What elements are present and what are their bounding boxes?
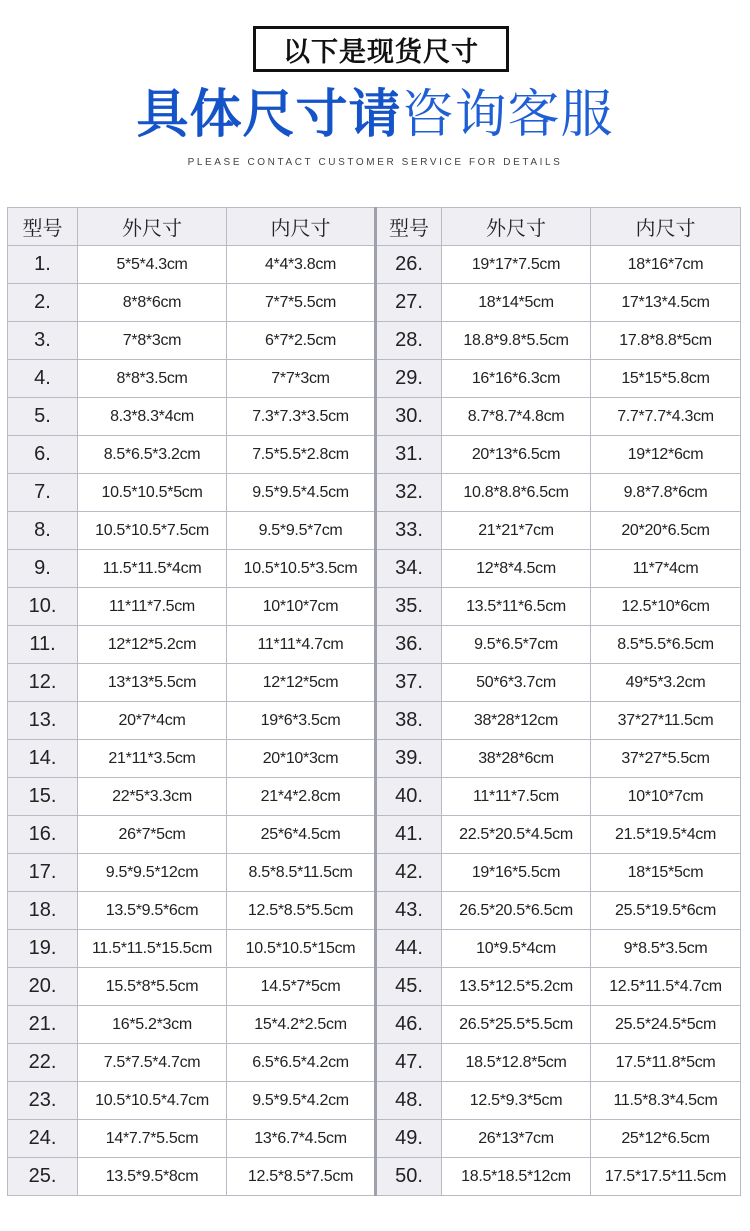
- model-number-cell: 11.: [8, 626, 78, 664]
- table-row: [8, 436, 741, 474]
- outer-size-cell: 26*7*5cm: [78, 816, 227, 854]
- inner-size-cell: 7.5*5.5*2.8cm: [227, 436, 376, 474]
- table-row: [8, 1158, 741, 1196]
- table-row: [8, 512, 741, 550]
- model-number-cell: 24.: [8, 1120, 78, 1158]
- model-number-cell: 32.: [376, 474, 442, 512]
- outer-size-cell: 11.5*11.5*15.5cm: [78, 930, 227, 968]
- inner-size-cell: 12.5*11.5*4.7cm: [591, 968, 741, 1006]
- size-table-body: [8, 246, 741, 1196]
- model-number-cell: 20.: [8, 968, 78, 1006]
- table-row: [8, 664, 741, 702]
- inner-size-cell: 12*12*5cm: [227, 664, 376, 702]
- model-number-cell: 31.: [376, 436, 442, 474]
- inner-size-cell: 7*7*3cm: [227, 360, 376, 398]
- model-number-cell: 1.: [8, 246, 78, 284]
- headline-bold: 具体尺寸请: [136, 85, 402, 145]
- inner-size-cell: 20*10*3cm: [227, 740, 376, 778]
- table-row: [8, 360, 741, 398]
- inner-size-cell: 25*6*4.5cm: [227, 816, 376, 854]
- table-row: [8, 930, 741, 968]
- model-number-cell: 45.: [376, 968, 442, 1006]
- outer-size-cell: 20*13*6.5cm: [442, 436, 591, 474]
- model-number-cell: 26.: [376, 246, 442, 284]
- outer-size-cell: 8.5*6.5*3.2cm: [78, 436, 227, 474]
- inner-size-cell: 21.5*19.5*4cm: [591, 816, 741, 854]
- outer-size-cell: 12*8*4.5cm: [442, 550, 591, 588]
- inner-size-cell: 12.5*8.5*7.5cm: [227, 1158, 376, 1196]
- inner-size-cell: 7.7*7.7*4.3cm: [591, 398, 741, 436]
- table-row: [8, 968, 741, 1006]
- model-number-cell: 22.: [8, 1044, 78, 1082]
- model-number-cell: 29.: [376, 360, 442, 398]
- outer-size-cell: 8.3*8.3*4cm: [78, 398, 227, 436]
- outer-size-cell: 11*11*7.5cm: [78, 588, 227, 626]
- inner-size-cell: 9.5*9.5*4.2cm: [227, 1082, 376, 1120]
- inner-size-cell: 4*4*3.8cm: [227, 246, 376, 284]
- outer-size-cell: 10.8*8.8*6.5cm: [442, 474, 591, 512]
- inner-size-cell: 18*15*5cm: [591, 854, 741, 892]
- size-table: [7, 207, 741, 1196]
- column-header-model: 型号: [376, 208, 442, 246]
- table-row: [8, 246, 741, 284]
- outer-size-cell: 14*7.7*5.5cm: [78, 1120, 227, 1158]
- model-number-cell: 27.: [376, 284, 442, 322]
- model-number-cell: 30.: [376, 398, 442, 436]
- outer-size-cell: 10.5*10.5*5cm: [78, 474, 227, 512]
- inner-size-cell: 11.5*8.3*4.5cm: [591, 1082, 741, 1120]
- model-number-cell: 23.: [8, 1082, 78, 1120]
- outer-size-cell: 12.5*9.3*5cm: [442, 1082, 591, 1120]
- inner-size-cell: 17.5*11.8*5cm: [591, 1044, 741, 1082]
- model-number-cell: 38.: [376, 702, 442, 740]
- outer-size-cell: 50*6*3.7cm: [442, 664, 591, 702]
- inner-size-cell: 10.5*10.5*15cm: [227, 930, 376, 968]
- table-row: [8, 740, 741, 778]
- model-number-cell: 44.: [376, 930, 442, 968]
- table-header-row: [8, 208, 741, 246]
- table-row: [8, 1044, 741, 1082]
- outer-size-cell: 10.5*10.5*7.5cm: [78, 512, 227, 550]
- outer-size-cell: 5*5*4.3cm: [78, 246, 227, 284]
- model-number-cell: 5.: [8, 398, 78, 436]
- outer-size-cell: 38*28*6cm: [442, 740, 591, 778]
- model-number-cell: 35.: [376, 588, 442, 626]
- model-number-cell: 8.: [8, 512, 78, 550]
- outer-size-cell: 8*8*3.5cm: [78, 360, 227, 398]
- inner-size-cell: 9.8*7.8*6cm: [591, 474, 741, 512]
- table-row: [8, 588, 741, 626]
- outer-size-cell: 10*9.5*4cm: [442, 930, 591, 968]
- outer-size-cell: 16*5.2*3cm: [78, 1006, 227, 1044]
- outer-size-cell: 12*12*5.2cm: [78, 626, 227, 664]
- model-number-cell: 9.: [8, 550, 78, 588]
- model-number-cell: 2.: [8, 284, 78, 322]
- outer-size-cell: 22*5*3.3cm: [78, 778, 227, 816]
- inner-size-cell: 6.5*6.5*4.2cm: [227, 1044, 376, 1082]
- inner-size-cell: 9.5*9.5*4.5cm: [227, 474, 376, 512]
- inner-size-cell: 10.5*10.5*3.5cm: [227, 550, 376, 588]
- inner-size-cell: 37*27*11.5cm: [591, 702, 741, 740]
- table-row: [8, 854, 741, 892]
- model-number-cell: 25.: [8, 1158, 78, 1196]
- model-number-cell: 41.: [376, 816, 442, 854]
- model-number-cell: 49.: [376, 1120, 442, 1158]
- inner-size-cell: 37*27*5.5cm: [591, 740, 741, 778]
- table-row: [8, 626, 741, 664]
- outer-size-cell: 38*28*12cm: [442, 702, 591, 740]
- table-row: [8, 1120, 741, 1158]
- outer-size-cell: 7.5*7.5*4.7cm: [78, 1044, 227, 1082]
- outer-size-cell: 18.8*9.8*5.5cm: [442, 322, 591, 360]
- table-row: [8, 778, 741, 816]
- model-number-cell: 50.: [376, 1158, 442, 1196]
- inner-size-cell: 17.8*8.8*5cm: [591, 322, 741, 360]
- inner-size-cell: 14.5*7*5cm: [227, 968, 376, 1006]
- column-header-inner-size: 内尺寸: [227, 208, 376, 246]
- model-number-cell: 28.: [376, 322, 442, 360]
- inner-size-cell: 10*10*7cm: [591, 778, 741, 816]
- outer-size-cell: 16*16*6.3cm: [442, 360, 591, 398]
- outer-size-cell: 13.5*12.5*5.2cm: [442, 968, 591, 1006]
- inner-size-cell: 15*4.2*2.5cm: [227, 1006, 376, 1044]
- inner-size-cell: 8.5*5.5*6.5cm: [591, 626, 741, 664]
- inner-size-cell: 19*6*3.5cm: [227, 702, 376, 740]
- outer-size-cell: 7*8*3cm: [78, 322, 227, 360]
- inner-size-cell: 25.5*24.5*5cm: [591, 1006, 741, 1044]
- inner-size-cell: 7.3*7.3*3.5cm: [227, 398, 376, 436]
- table-row: [8, 284, 741, 322]
- outer-size-cell: 8.7*8.7*4.8cm: [442, 398, 591, 436]
- inner-size-cell: 11*7*4cm: [591, 550, 741, 588]
- model-number-cell: 10.: [8, 588, 78, 626]
- table-row: [8, 816, 741, 854]
- outer-size-cell: 10.5*10.5*4.7cm: [78, 1082, 227, 1120]
- table-row: [8, 892, 741, 930]
- outer-size-cell: 22.5*20.5*4.5cm: [442, 816, 591, 854]
- outer-size-cell: 13.5*9.5*6cm: [78, 892, 227, 930]
- inner-size-cell: 10*10*7cm: [227, 588, 376, 626]
- model-number-cell: 13.: [8, 702, 78, 740]
- model-number-cell: 37.: [376, 664, 442, 702]
- model-number-cell: 34.: [376, 550, 442, 588]
- outer-size-cell: 19*17*7.5cm: [442, 246, 591, 284]
- inner-size-cell: 7*7*5.5cm: [227, 284, 376, 322]
- outer-size-cell: 21*21*7cm: [442, 512, 591, 550]
- outer-size-cell: 26.5*25.5*5.5cm: [442, 1006, 591, 1044]
- column-header-inner-size: 内尺寸: [591, 208, 741, 246]
- model-number-cell: 33.: [376, 512, 442, 550]
- inner-size-cell: 13*6.7*4.5cm: [227, 1120, 376, 1158]
- model-number-cell: 19.: [8, 930, 78, 968]
- outer-size-cell: 13*13*5.5cm: [78, 664, 227, 702]
- outer-size-cell: 8*8*6cm: [78, 284, 227, 322]
- table-row: [8, 702, 741, 740]
- model-number-cell: 12.: [8, 664, 78, 702]
- inner-size-cell: 19*12*6cm: [591, 436, 741, 474]
- outer-size-cell: 26*13*7cm: [442, 1120, 591, 1158]
- outer-size-cell: 13.5*9.5*8cm: [78, 1158, 227, 1196]
- model-number-cell: 16.: [8, 816, 78, 854]
- outer-size-cell: 9.5*9.5*12cm: [78, 854, 227, 892]
- model-number-cell: 15.: [8, 778, 78, 816]
- model-number-cell: 46.: [376, 1006, 442, 1044]
- table-row: [8, 1006, 741, 1044]
- outer-size-cell: 15.5*8*5.5cm: [78, 968, 227, 1006]
- model-number-cell: 21.: [8, 1006, 78, 1044]
- outer-size-cell: 20*7*4cm: [78, 702, 227, 740]
- headline: [0, 84, 750, 146]
- inner-size-cell: 8.5*8.5*11.5cm: [227, 854, 376, 892]
- model-number-cell: 42.: [376, 854, 442, 892]
- outer-size-cell: 11.5*11.5*4cm: [78, 550, 227, 588]
- stock-size-notice: 以下是现货尺寸: [253, 26, 509, 72]
- outer-size-cell: 18.5*18.5*12cm: [442, 1158, 591, 1196]
- model-number-cell: 14.: [8, 740, 78, 778]
- model-number-cell: 18.: [8, 892, 78, 930]
- inner-size-cell: 21*4*2.8cm: [227, 778, 376, 816]
- model-number-cell: 6.: [8, 436, 78, 474]
- inner-size-cell: 18*16*7cm: [591, 246, 741, 284]
- table-row: [8, 474, 741, 512]
- inner-size-cell: 15*15*5.8cm: [591, 360, 741, 398]
- column-header-outer-size: 外尺寸: [78, 208, 227, 246]
- inner-size-cell: 49*5*3.2cm: [591, 664, 741, 702]
- table-row: [8, 550, 741, 588]
- outer-size-cell: 18*14*5cm: [442, 284, 591, 322]
- inner-size-cell: 25*12*6.5cm: [591, 1120, 741, 1158]
- inner-size-cell: 9*8.5*3.5cm: [591, 930, 741, 968]
- column-header-model: 型号: [8, 208, 78, 246]
- model-number-cell: 39.: [376, 740, 442, 778]
- inner-size-cell: 20*20*6.5cm: [591, 512, 741, 550]
- inner-size-cell: 11*11*4.7cm: [227, 626, 376, 664]
- model-number-cell: 48.: [376, 1082, 442, 1120]
- headline-thin: 咨询客服: [401, 85, 614, 145]
- outer-size-cell: 19*16*5.5cm: [442, 854, 591, 892]
- model-number-cell: 7.: [8, 474, 78, 512]
- model-number-cell: 40.: [376, 778, 442, 816]
- contact-subtitle: PLEASE CONTACT CUSTOMER SERVICE FOR DETAILS: [187, 157, 563, 168]
- column-header-outer-size: 外尺寸: [442, 208, 591, 246]
- outer-size-cell: 9.5*6.5*7cm: [442, 626, 591, 664]
- inner-size-cell: 25.5*19.5*6cm: [591, 892, 741, 930]
- model-number-cell: 17.: [8, 854, 78, 892]
- model-number-cell: 43.: [376, 892, 442, 930]
- inner-size-cell: 12.5*8.5*5.5cm: [227, 892, 376, 930]
- model-number-cell: 3.: [8, 322, 78, 360]
- outer-size-cell: 11*11*7.5cm: [442, 778, 591, 816]
- table-row: [8, 398, 741, 436]
- inner-size-cell: 6*7*2.5cm: [227, 322, 376, 360]
- outer-size-cell: 26.5*20.5*6.5cm: [442, 892, 591, 930]
- inner-size-cell: 17.5*17.5*11.5cm: [591, 1158, 741, 1196]
- outer-size-cell: 21*11*3.5cm: [78, 740, 227, 778]
- outer-size-cell: 13.5*11*6.5cm: [442, 588, 591, 626]
- table-row: [8, 322, 741, 360]
- inner-size-cell: 12.5*10*6cm: [591, 588, 741, 626]
- model-number-cell: 4.: [8, 360, 78, 398]
- inner-size-cell: 9.5*9.5*7cm: [227, 512, 376, 550]
- model-number-cell: 47.: [376, 1044, 442, 1082]
- outer-size-cell: 18.5*12.8*5cm: [442, 1044, 591, 1082]
- table-row: [8, 1082, 741, 1120]
- inner-size-cell: 17*13*4.5cm: [591, 284, 741, 322]
- model-number-cell: 36.: [376, 626, 442, 664]
